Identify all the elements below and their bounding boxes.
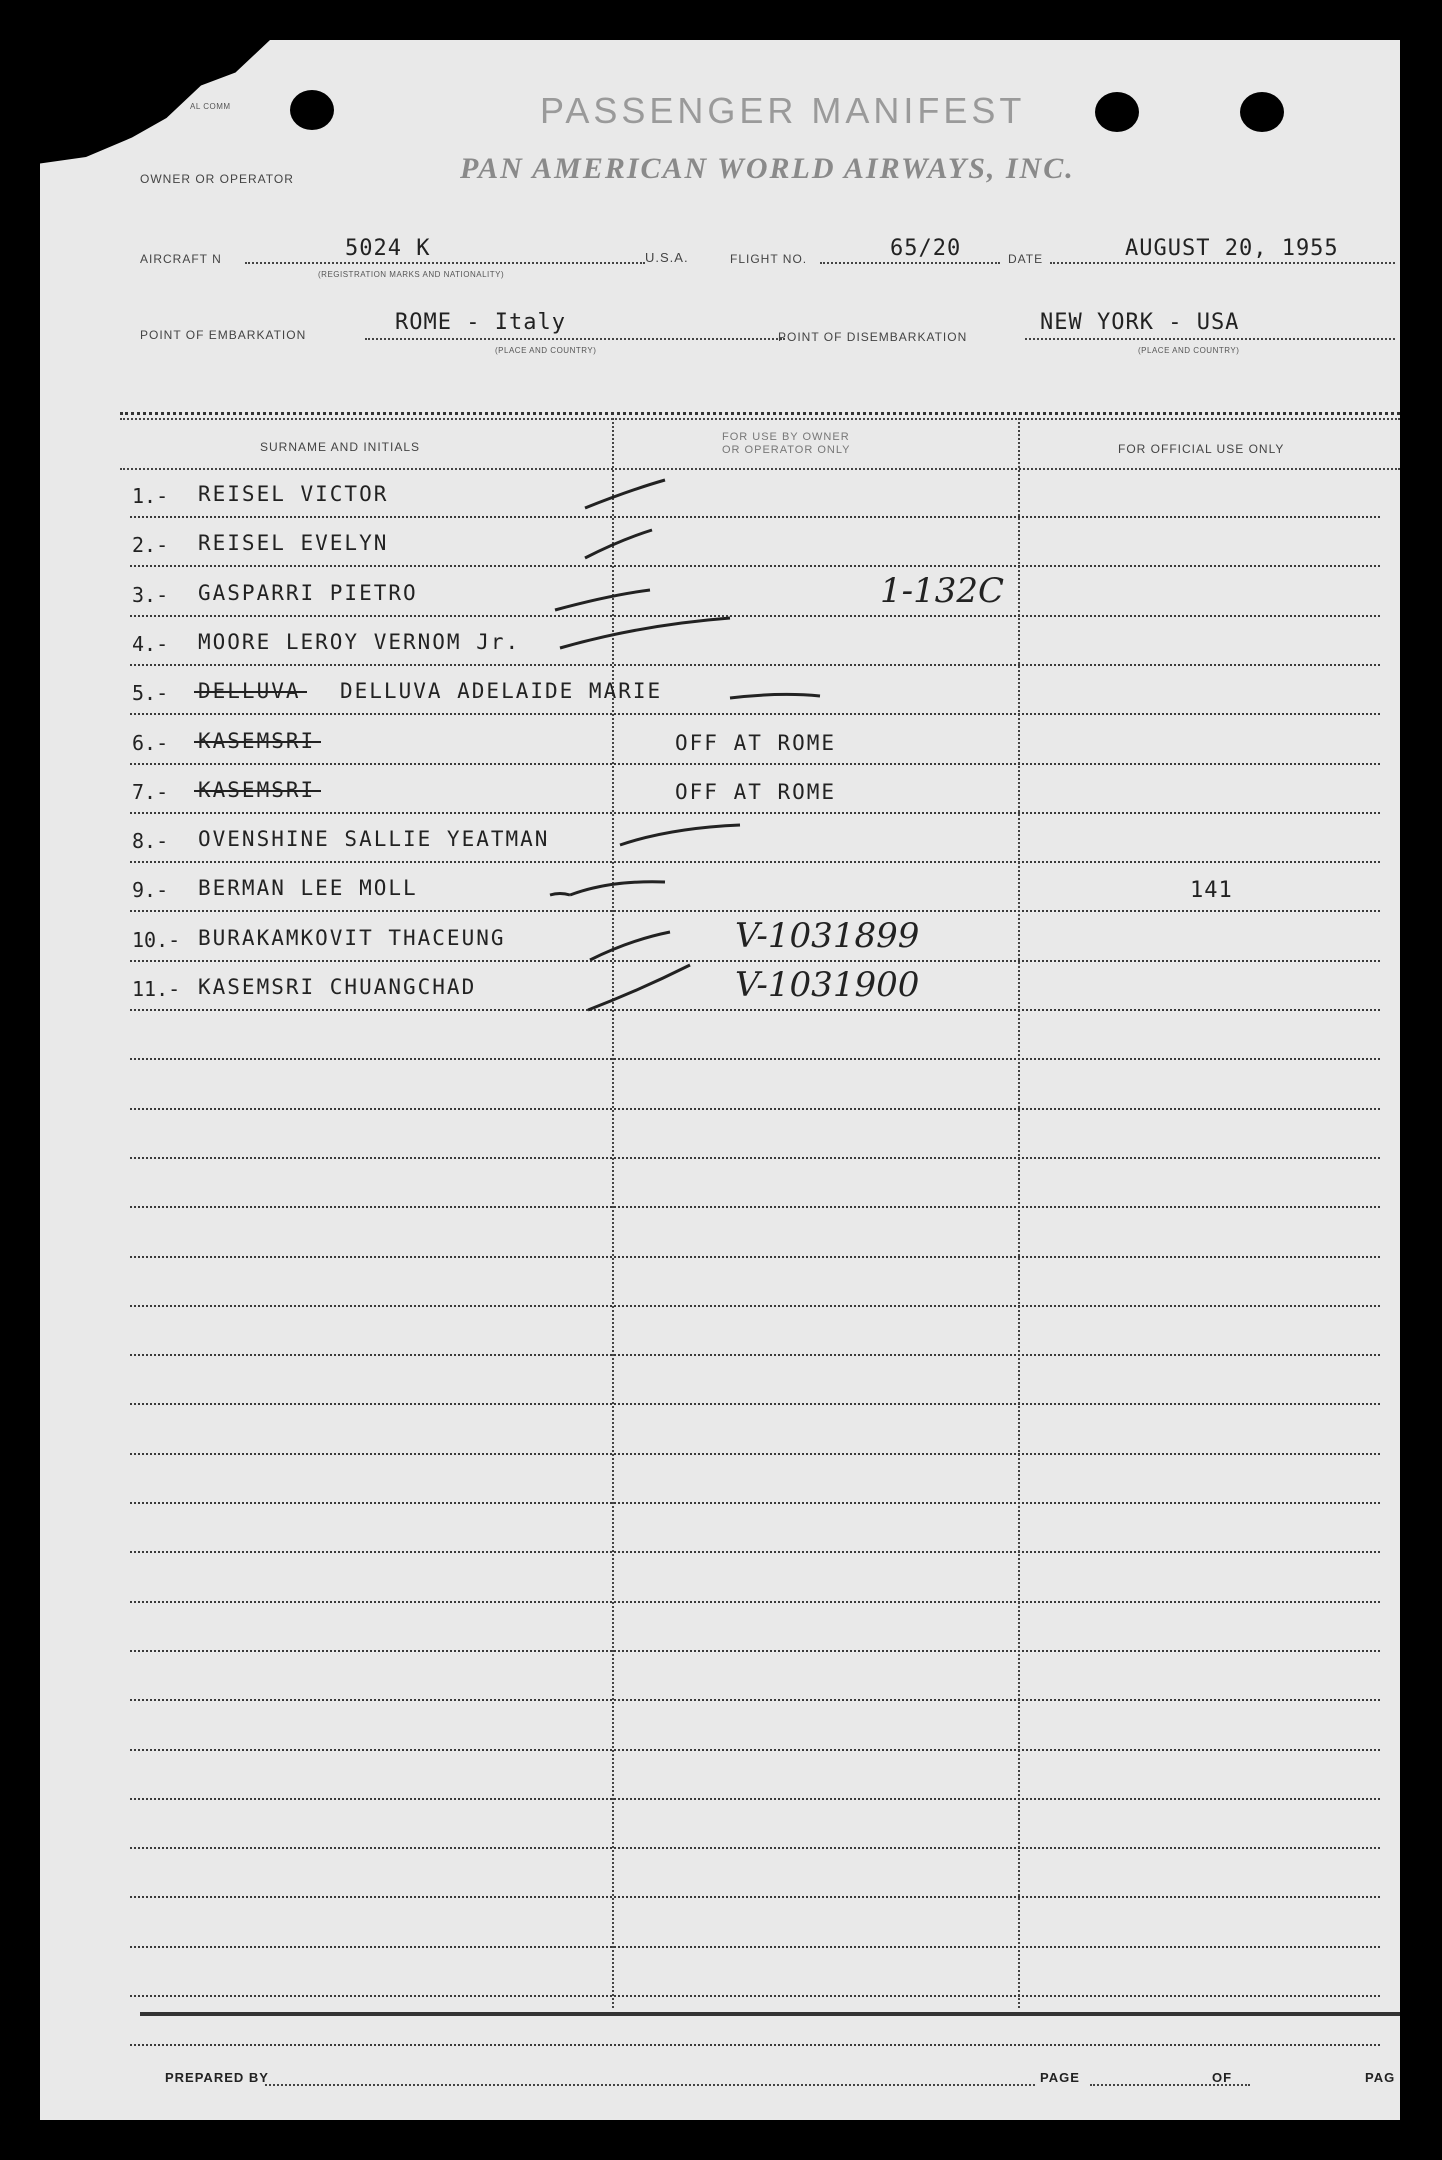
check-stroke-5 (730, 694, 820, 698)
airline-name: PAN AMERICAN WORLD AIRWAYS, INC. (460, 152, 1075, 185)
check-stroke-4 (560, 618, 730, 648)
flight-no-value: 65/20 (890, 236, 962, 261)
corner-text: AL COMM (190, 102, 231, 111)
embark-label: POINT OF EMBARKATION (140, 328, 307, 342)
flight-no-label: FLIGHT NO. (730, 252, 808, 266)
check-hook-9 (550, 894, 570, 896)
official-use-entry: 141 (1190, 878, 1233, 904)
col-header-surname: SURNAME AND INITIALS (260, 440, 421, 454)
ruled-line (130, 1157, 1380, 1159)
row-number: 4.- (132, 631, 169, 656)
check-stroke-7 (570, 882, 665, 895)
disembark-caption: (PLACE AND COUNTRY) (1138, 346, 1240, 355)
ruled-line (130, 1305, 1380, 1307)
ruled-line (130, 1946, 1380, 1948)
check-stroke-2 (585, 530, 652, 558)
footer-rule (140, 2012, 1400, 2016)
pag-label: PAG (1365, 2070, 1396, 2085)
owner-use-entry: 1-132C (880, 570, 1005, 611)
row-number: 5.- (132, 681, 169, 706)
disembark-label: POINT OF DISEMBARKATION (778, 330, 968, 344)
ruled-line (130, 1403, 1380, 1405)
owner-label: OWNER OR OPERATOR (140, 172, 294, 186)
owner-use-entry: OFF AT ROME (675, 779, 837, 804)
ruled-line (130, 1206, 1380, 1208)
check-stroke-1 (585, 480, 665, 508)
ruled-line (130, 1354, 1380, 1356)
passenger-name: REISEL EVELYN (198, 531, 389, 556)
ruled-line (130, 1699, 1380, 1701)
ruled-line (130, 1896, 1380, 1898)
ruled-line (130, 1798, 1380, 1800)
struck-name: KASEMSRI (198, 728, 316, 753)
ruled-line (130, 1847, 1380, 1849)
embark-caption: (PLACE AND COUNTRY) (495, 346, 597, 355)
row-number: 3.- (132, 582, 169, 607)
col-header-owner-1: FOR USE BY OWNER (722, 431, 850, 443)
ruled-line (130, 1256, 1380, 1258)
usa-label: U.S.A. (645, 250, 689, 265)
manifest-sheet (40, 40, 1400, 2120)
ruled-line (130, 1650, 1380, 1652)
col-header-owner-2: OR OPERATOR ONLY (722, 444, 851, 456)
check-stroke-6 (620, 825, 740, 845)
struck-name: KASEMSRI (198, 777, 316, 802)
row-number: 9.- (132, 878, 169, 903)
owner-use-entry: OFF AT ROME (675, 730, 837, 755)
date-value: AUGUST 20, 1955 (1125, 236, 1339, 261)
owner-use-entry: V-1031900 (735, 965, 920, 1005)
ruled-line (130, 1749, 1380, 1751)
passenger-name: DELLUVA ADELAIDE MARIE (340, 679, 663, 704)
row-number: 6.- (132, 730, 169, 755)
row-number: 2.- (132, 533, 169, 558)
row-number: 1.- (132, 484, 169, 508)
col-header-official: FOR OFFICIAL USE ONLY (1118, 442, 1285, 456)
row-number: 11.- (132, 977, 181, 1001)
ruled-line (130, 1108, 1380, 1110)
manifest-title: PASSENGER MANIFEST (540, 90, 1026, 131)
owner-use-entry: V-1031899 (735, 915, 920, 956)
row-number: 10.- (132, 927, 181, 952)
passenger-name: BERMAN LEE MOLL (198, 876, 418, 901)
ruled-line (130, 1453, 1380, 1455)
ruled-line (130, 1601, 1380, 1603)
aircraft-label: AIRCRAFT N (140, 252, 222, 266)
passenger-name: OVENSHINE SALLIE YEATMAN (198, 827, 550, 852)
passenger-name: MOORE LEROY VERNOM Jr. (198, 629, 521, 654)
page-label: PAGE (1040, 2070, 1080, 2085)
ruled-line (130, 1502, 1380, 1504)
check-stroke-3 (555, 590, 650, 610)
passenger-name: REISEL VICTOR (198, 482, 389, 506)
aircraft-value: 5024 K (345, 236, 431, 261)
passenger-name: BURAKAMKOVIT THACEUNG (198, 925, 506, 950)
check-stroke-8 (590, 932, 670, 960)
check-stroke-9 (588, 965, 690, 1010)
of-label: OF (1212, 2070, 1233, 2085)
struck-name: DELLUVA (198, 679, 301, 704)
prepared-by-label: PREPARED BY (165, 2070, 269, 2085)
disembark-value: NEW YORK - USA (1040, 310, 1240, 335)
prepared-by-line (265, 2084, 1035, 2086)
row-number: 8.- (132, 829, 169, 854)
ruled-line (130, 2044, 1380, 2046)
registration-caption: (REGISTRATION MARKS AND NATIONALITY) (318, 270, 505, 279)
passenger-name: KASEMSRI CHUANGCHAD (198, 975, 477, 999)
ruled-line (130, 1995, 1380, 1997)
passenger-name: GASPARRI PIETRO (198, 580, 418, 605)
date-label: DATE (1008, 252, 1044, 266)
ruled-line (130, 1551, 1380, 1553)
embark-value: ROME - Italy (395, 310, 566, 335)
row-number: 7.- (132, 779, 169, 804)
check-strokes (40, 40, 1400, 1100)
